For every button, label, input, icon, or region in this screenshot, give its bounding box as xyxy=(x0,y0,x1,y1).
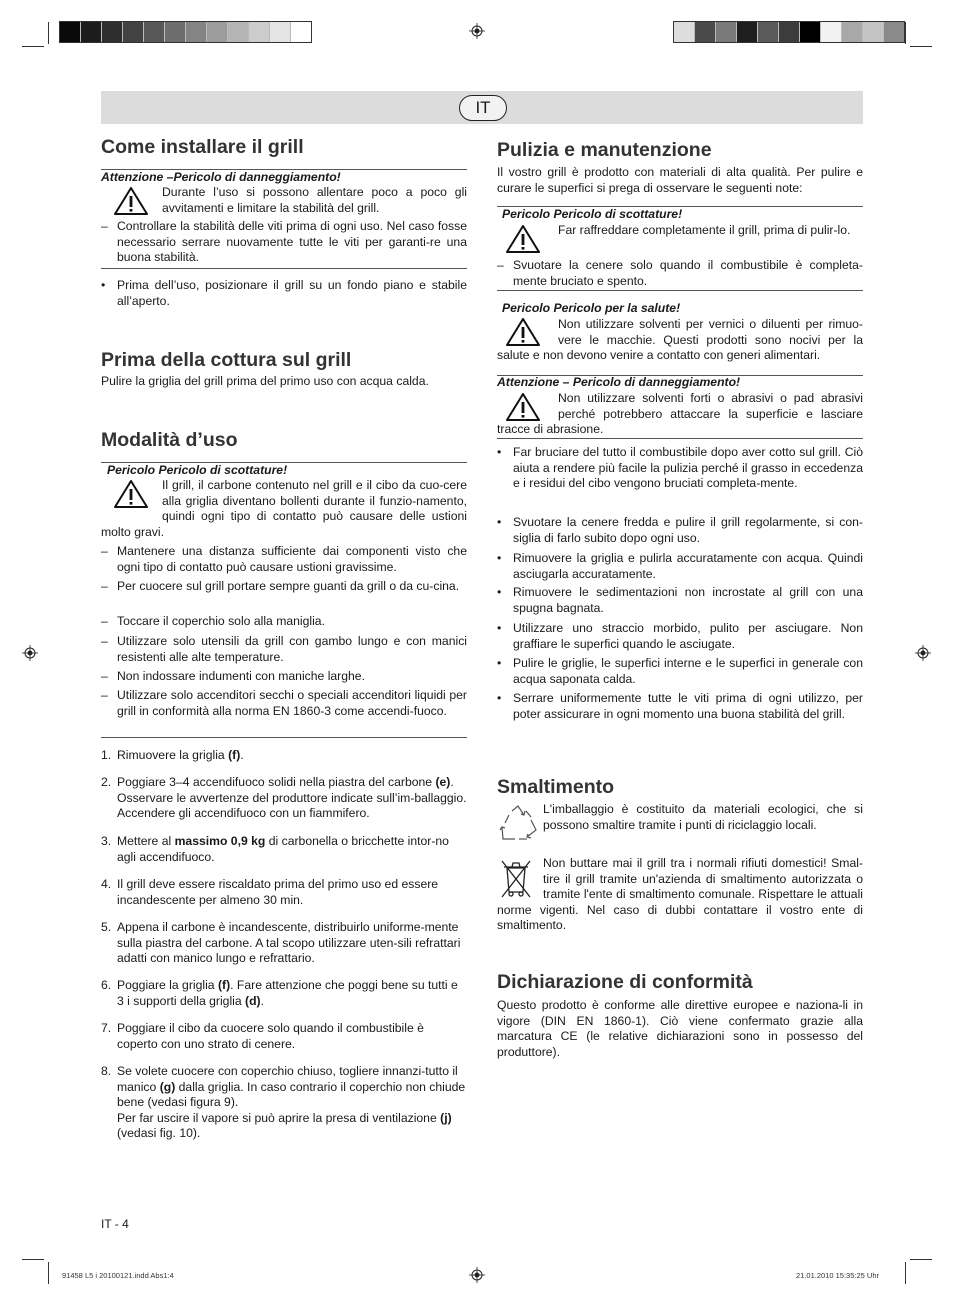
warning-heading: Attenzione – Pericolo di danneggiamento! xyxy=(497,375,741,389)
section-title-conformity: Dichiarazione di conformità xyxy=(497,971,753,993)
warning-triangle-icon xyxy=(505,224,541,254)
crop-mark xyxy=(22,46,44,47)
cleaning-intro: Il vostro grill è prodotto con materiali di alta qualità. Per pulire e curare le superfici si prega di osservare le seguenti note: xyxy=(497,165,863,195)
warning-heading: Pericolo Pericolo di scottature! xyxy=(107,463,288,477)
crop-mark xyxy=(48,22,49,44)
section-title-install: Come installare il grill xyxy=(101,136,304,158)
warning-heading: Pericolo Pericolo per la salute! xyxy=(502,301,681,315)
crop-mark xyxy=(905,22,906,44)
section-title-cleaning: Pulizia e manutenzione xyxy=(497,139,712,161)
warning-heading: Attenzione –Pericolo di danneggiamento! xyxy=(101,170,341,184)
packaging-text-block xyxy=(497,802,863,836)
section-title-precook: Prima della cottura sul grill xyxy=(101,349,352,371)
divider xyxy=(101,737,467,738)
color-swatch xyxy=(863,22,884,42)
crop-mark xyxy=(910,46,932,47)
color-swatch xyxy=(884,22,904,42)
registration-mark-icon xyxy=(469,1267,485,1283)
registration-mark-icon xyxy=(915,645,931,661)
page-number: IT - 4 xyxy=(101,1217,129,1231)
warning-triangle-icon xyxy=(113,186,149,216)
color-swatch xyxy=(81,22,102,42)
file-slug: 91458 L5 i 20100121.indd Abs1:4 xyxy=(62,1271,174,1280)
weee-text-block xyxy=(497,856,863,934)
warning-text: Il grill, il carbone contenuto nel grill e il cibo da cuo-cere alla griglia diventano bollenti durante il funzio-namento, quindi ogni tipo di contatto può causare delle ustioni molto gravi. xyxy=(101,478,467,539)
divider xyxy=(101,268,467,269)
crop-mark xyxy=(905,1262,906,1284)
crop-mark xyxy=(48,1262,49,1284)
warning-heading: Pericolo Pericolo di scottature! xyxy=(502,207,683,221)
packaging-text: L'imballaggio è costituito da materiali ecologici, che si possono smaltire tramite i punti di riciclaggio locali. xyxy=(543,802,863,832)
section-title-usage: Modalità d’uso xyxy=(101,429,238,451)
section-title-disposal: Smaltimento xyxy=(497,776,615,798)
language-badge: IT xyxy=(459,95,507,121)
warning-text: Non utilizzare solventi forti o abrasivi o pad abrasivi perché potrebbero attaccare la superficie e lasciare tracce di abrasione. xyxy=(497,391,863,437)
divider xyxy=(497,438,863,439)
weee-text: Non buttare mai il grill tra i normali rifiuti domestici! Smal-tire il grill tramite un'azienda di smaltimento autorizzata o tramite l'ente di smaltimento comunale. Rispettare le attuali norme vigenti. Nel caso di dubbi contattare il vostro ente di smaltimento. xyxy=(497,856,863,933)
crop-mark xyxy=(910,1259,932,1260)
warning-text-block xyxy=(497,317,863,364)
divider xyxy=(497,290,863,291)
registration-mark-icon xyxy=(22,645,38,661)
warning-text: Far raffreddare completamente il grill, prima di pulir-lo. xyxy=(558,223,851,237)
crop-mark xyxy=(22,1259,44,1260)
conformity-text: Questo prodotto è conforme alle direttive europee e naziona-li in vigore (DIN EN 1860-1). Ciò viene confermato grazie alla marcatura CE (le relative dichiarazioni sono in possesso del produttore). xyxy=(497,998,863,1059)
color-swatch xyxy=(60,22,81,42)
registration-mark-icon xyxy=(469,23,485,39)
warning-text-block xyxy=(497,391,863,438)
warning-text-block xyxy=(101,478,467,540)
print-timestamp: 21.01.2010 15:35:25 Uhr xyxy=(796,1271,879,1280)
precook-text: Pulire la griglia del grill prima del primo uso con acqua calda. xyxy=(101,374,429,388)
left-column: Come installare il grill Attenzione –Pericolo di danneggiamento! Durante l’uso si possono allentare poco a poco gli avvitamenti e limitare la stabilità del grill. – Controllare la stabilità delle viti prima di ogni uso. Nel caso fosse necessario serrare nuovamente tutte le viti per garanti-re una buona stabilità. • Prima dell’uso, posizionare il grill su un fondo piano e stabile all’aperto. Prima della cottura sul grill Pulire la griglia del grill prima del primo uso con acqua calda. Modalità d’uso Pericolo Pericolo di scottature! Il grill, il carbone contenuto nel grill e il cibo da cuo-cere alla griglia diventano bollenti durante il funzio-namento, quindi ogni tipo di contatto può causare delle ustioni molto gravi. – Mantenere una distanza sufficiente dai componenti visto che ogni tipo di contatto può causare ustioni gravissime. – Per cuocere sul grill portare sempre guanti da grill o da cu-cina. – Toccare il coperchio solo alla maniglia. – Utilizzare solo utensili da grill con gambo lungo e con manici resistenti alle alte temperature. – Non indossare indumenti con maniche larghe. – Utilizzare solo accenditori secchi o speciali accenditori liquidi per grill in conformità alla norma EN 1860-3 come accendi-fuoco. 1. Rimuovere la griglia (f). 2. Poggiare 3–4 accendifuoco solidi nella piastra del carbone (e). Osservare le avvertenze del produttore indicate sull’im-ballaggio. Accendere gli accendifuoco con un fiammifero. 3. Mettere al massimo 0,9 kg di carbonella o bricchette intor-no agli accendifuoco. 4. Il grill deve essere riscaldato prima del primo uso ed essere incandescente per almeno 30 min. 5. Appena il carbone è incandescente, distribuirlo uniforme-mente sulla piastra del carbone. A tal scopo utilizzare uten-sili refrattari adatti con manico lungo e refrattario. 6. Poggiare la griglia (f). Fare attenzione che poggi bene su tutti e 3 i supporti della griglia (d). 7. Poggiare il cibo da cuocere solo quando il combustibile è coperto con uno strato di cenere. 8. Se volete cuocere con coperchio chiuso, togliere innanzi-tutto il manico (g) dalla griglia. In caso contrario il coperchio non chiude bene (vedasi figura 9). Per far uscire il vapore si può aprire la presa di ventilazione (j) (vedasi fig. 10). xyxy=(101,136,467,1141)
warning-text: Durante l’uso si possono allentare poco a poco gli avvitamenti e limitare la stabilità del grill. xyxy=(162,185,467,215)
right-column: Pulizia e manutenzione Il vostro grill è prodotto con materiali di alta qualità. Per pulire e curare le superfici si prega di osservare le seguenti note: Pericolo Pericolo di scottature! Far raffreddare completamente il grill, prima di pulir-lo. – Svuotare la cenere solo quando il combustibile è completa-mente bruciato e spento. Pericolo Pericolo per la salute! Non utilizzare solventi per vernici o diluenti per rimuo-vere le macchie. Questi prodotti sono nocivi per la salute e non devono venire a contatto con generi alimentari. Attenzione – Pericolo di danneggiamento! Non utilizzare solventi forti o abrasivi o pad abrasivi perché potrebbero attaccare la superficie e lasciare tracce di abrasione. • Far bruciare del tutto il combustibile dopo aver cotto sul grill. Ciò aiuta a rendere più facile la pulizia perché il grasso in eccedenza e i residui del cibo vengono bruciati completa-mente. • Svuotare la cenere fredda e pulire il grill regolarmente, si con-siglia di farlo subito dopo ogni uso. • Rimuovere la griglia e pulirla accuratamente con acqua. Quindi asciugarla accuratamente. • Rimuovere le sedimentazioni non incrostate al grill con una spugna bagnata. • Utilizzare uno straccio morbido, pulito per asciugare. Non graffiare le superfici quando le asciugate. • Pulire le griglie, le superfici interne e le superfici in generale con acqua saponata calda. • Serrare uniformemente tutte le viti prima di ogni utilizzo, per poter assicurare in ogni momento una buona stabilità del grill. Smaltimento L'imballaggio è costituito da materiali ecologici, che si possono smaltire tramite i punti di riciclaggio locali. Non buttare mai il grill tra i normali rifiuti domestici! Smal-tire il grill tramite un'azienda di smaltimento autorizzata o tramite l'ente di smaltimento comunale. Rispettare le attuali norme vigenti. Nel caso di dubbi contattare il vostro ente di smaltimento. Dichiarazione di conformità Questo prodotto è conforme alle direttive europee e naziona-li in vigore (DIN EN 1860-1). Ciò viene confermato grazie alla marcatura CE (le relative dichiarazioni sono in possesso del produttore). xyxy=(497,139,863,1059)
warning-text: Non utilizzare solventi per vernici o diluenti per rimuo-vere le macchie. Questi prodotti sono nocivi per la salute e non devono venire a contatto con generi alimentari. xyxy=(497,317,863,363)
